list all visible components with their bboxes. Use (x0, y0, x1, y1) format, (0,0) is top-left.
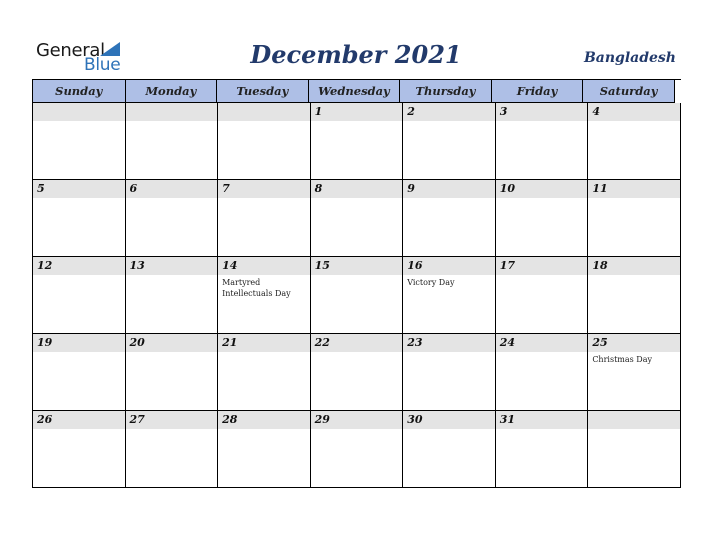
day-cell (218, 411, 311, 488)
day-cell (33, 257, 126, 334)
day-cell (126, 411, 219, 488)
day-number-band (496, 103, 588, 121)
day-cell (588, 411, 681, 488)
day-number: 17 (499, 259, 516, 272)
day-number: 24 (499, 336, 516, 349)
weekday-header: Thursday (400, 80, 492, 103)
weekday-header: Friday (492, 80, 584, 103)
day-number: 10 (499, 182, 516, 195)
weekday-header: Wednesday (309, 80, 401, 103)
day-number: 19 (37, 336, 53, 349)
day-cell (403, 334, 496, 411)
day-number-band (33, 180, 125, 198)
day-cell (218, 257, 311, 334)
week-row (33, 334, 681, 411)
day-number-band (126, 103, 218, 121)
calendar-weeks (33, 103, 681, 488)
calendar-title: December 2021 (250, 40, 462, 69)
day-number: 6 (129, 182, 138, 195)
week-row (33, 411, 681, 488)
calendar-grid (32, 79, 681, 488)
day-number-band (403, 103, 495, 121)
day-cell (126, 180, 219, 257)
day-cell (218, 103, 311, 180)
day-number: 8 (314, 182, 323, 195)
day-number: 26 (37, 413, 53, 426)
day-number-band (218, 180, 310, 198)
day-cell (311, 180, 404, 257)
logo-general-text: General (36, 40, 105, 61)
day-number: 14 (222, 259, 238, 272)
week-row (33, 180, 681, 257)
day-number: 23 (407, 336, 423, 349)
day-cell (311, 257, 404, 334)
day-cell (311, 411, 404, 488)
day-cell (126, 103, 219, 180)
day-number: 15 (314, 259, 330, 272)
day-number-band (588, 411, 680, 429)
weekday-header: Saturday (583, 80, 675, 103)
day-number: 7 (222, 182, 230, 195)
day-number: 12 (37, 259, 53, 272)
day-cell (311, 103, 404, 180)
day-number: 5 (37, 182, 45, 195)
day-cell (496, 103, 589, 180)
day-number: 20 (129, 336, 145, 349)
week-row (33, 257, 681, 334)
day-cell (403, 257, 496, 334)
day-number: 4 (592, 105, 600, 118)
day-cell (403, 103, 496, 180)
holiday-event: Victory Day (407, 278, 455, 287)
day-number-band (588, 103, 680, 121)
day-cell (218, 180, 311, 257)
day-number: 28 (222, 413, 238, 426)
day-number-band (403, 180, 495, 198)
day-cell (403, 411, 496, 488)
day-cell (126, 334, 219, 411)
day-number: 9 (407, 182, 415, 195)
day-number-band (126, 180, 218, 198)
day-cell (33, 334, 126, 411)
day-number-band (33, 103, 125, 121)
week-row (33, 103, 681, 180)
day-cell (588, 257, 681, 334)
day-number: 29 (314, 413, 330, 426)
day-number: 22 (314, 336, 330, 349)
day-number: 2 (407, 105, 415, 118)
day-number: 25 (592, 336, 608, 349)
day-number: 3 (499, 105, 508, 118)
day-cell (33, 103, 126, 180)
holiday-event: Martyred Intellectuals Day (222, 278, 291, 298)
day-number: 30 (407, 413, 423, 426)
day-cell (218, 334, 311, 411)
day-number: 11 (592, 182, 608, 195)
day-number: 18 (592, 259, 608, 272)
day-number: 21 (222, 336, 238, 349)
day-number: 27 (129, 413, 145, 426)
day-cell (403, 180, 496, 257)
day-number: 31 (499, 413, 516, 426)
country-label: Bangladesh (583, 50, 676, 66)
day-cell (496, 334, 589, 411)
weekday-header: Monday (126, 80, 218, 103)
weekday-header: Sunday (33, 80, 126, 103)
day-cell (33, 180, 126, 257)
day-cell (496, 180, 589, 257)
day-number-band (311, 103, 403, 121)
day-cell (496, 411, 589, 488)
day-number: 16 (407, 259, 423, 272)
day-cell (588, 334, 681, 411)
day-cell (588, 103, 681, 180)
weekday-header-row (33, 80, 681, 103)
day-cell (588, 180, 681, 257)
day-number-band (311, 180, 403, 198)
day-cell (311, 334, 404, 411)
day-number: 1 (314, 105, 323, 118)
logo-blue-text: Blue (84, 55, 121, 75)
day-cell (33, 411, 126, 488)
weekday-header: Tuesday (217, 80, 309, 103)
day-number: 13 (129, 259, 145, 272)
day-cell (496, 257, 589, 334)
holiday-event: Christmas Day (592, 355, 652, 364)
day-cell (126, 257, 219, 334)
day-number-band (218, 103, 310, 121)
